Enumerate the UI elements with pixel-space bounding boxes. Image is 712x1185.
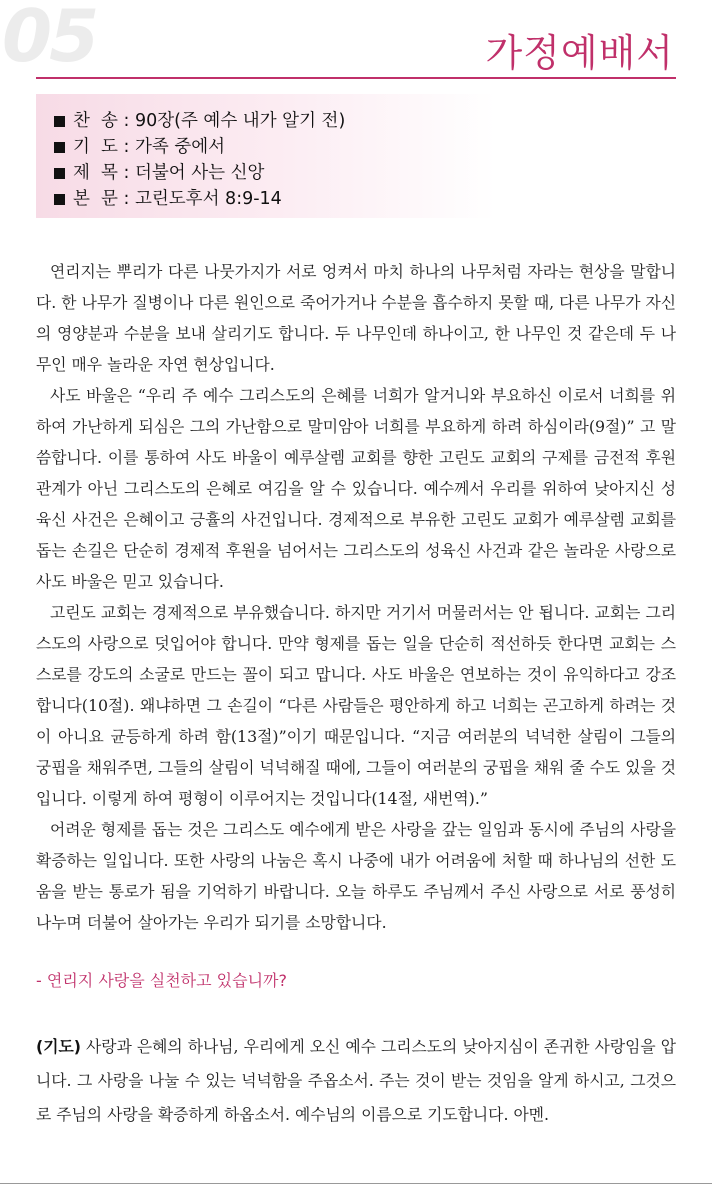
info-label: 본 문 (73, 189, 118, 209)
header-divider (36, 77, 676, 79)
worship-info-list (54, 108, 345, 212)
info-row-title: 제 목 : 더불어 사는 신앙 (54, 160, 345, 186)
section-title: 가정예배서 (485, 31, 674, 75)
square-bullet-icon (54, 142, 65, 153)
info-label: 기 도 (73, 137, 118, 157)
prayer-text: 사랑과 은혜의 하나님, 우리에게 오신 예수 그리스도의 낮아지심이 존귀한 사랑임을 압니다. 그 사랑을 나눌 수 있는 넉넉함을 주옵소서. 주는 것이 받는 것임을 알게 하시고, 그것으로 주님의 사랑을 확증하게 하옵소서. 예수님의 이름으로 기도합니다. 아멘. (36, 1037, 676, 1124)
info-value: 90장(주 예수 내가 알기 전) (134, 111, 346, 131)
info-value: 가족 중에서 (134, 137, 226, 157)
square-bullet-icon (54, 116, 65, 127)
info-label: 찬 송 (73, 111, 118, 131)
info-label: 제 목 (73, 163, 118, 183)
closing-prayer (36, 1030, 676, 1132)
info-value: 고린도후서 8:9-14 (134, 189, 282, 209)
body-paragraph: 사도 바울은 “우리 주 예수 그리스도의 은혜를 너희가 알거니와 부요하신 이로서 너희를 위하여 가난하게 되심은 그의 가난함으로 말미암아 너희를 부요하게 하려 하심이라(9절)” 고 말씀합니다. 이를 통하여 사도 바울이 예루살렘 교회를 향한 고린도 교회의 구제를 금전적 후원 관계가 아닌 그리스도의 은혜로 여김을 알 수 있습니다. 예수께서 우리를 위하여 낮아지신 성육신 사건은 은혜이고 긍휼의 사건입니다. 경제적으로 부유한 고린도 교회가 예루살렘 교회를 돕는 손길은 단순히 경제적 후원을 넘어서는 그리스도의 성육신 사건과 같은 놀라운 사랑으로 사도 바울은 믿고 있습니다. (36, 386, 676, 591)
sermon-body (36, 256, 676, 938)
prayer-label: (기도) (36, 1037, 81, 1056)
body-paragraph: 연리지는 뿌리가 다른 나뭇가지가 서로 엉켜서 마치 하나의 나무처럼 자라는 현상을 말합니다. 한 나무가 질병이나 다른 원인으로 죽어가거나 수분을 흡수하지 못할 때, 다른 나무가 자신의 영양분과 수분을 보내 살리기도 합니다. 두 나무인데 하나이고, 한 나무인 것 같은데 두 나무인 매우 놀라운 자연 현상입니다. (36, 262, 676, 374)
page-number: 05 (2, 0, 97, 78)
square-bullet-icon (54, 168, 65, 179)
info-row-prayer: 기 도 : 가족 중에서 (54, 134, 345, 160)
info-row-hymn: 찬 송 : 90장(주 예수 내가 알기 전) (54, 108, 345, 134)
reflection-question: - 연리지 사랑을 실천하고 있습니까? (36, 971, 287, 990)
body-paragraph: 고린도 교회는 경제적으로 부유했습니다. 하지만 거기서 머물러서는 안 됩니다. 교회는 그리스도의 사랑으로 덧입어야 합니다. 만약 형제를 돕는 일을 단순히 적선하듯 한다면 교회는 스스로를 강도의 소굴로 만드는 꼴이 되고 맙니다. 사도 바울은 연보하는 것이 유익하다고 강조합니다(10절). 왜냐하면 그 손길이 “다른 사람들은 평안하게 하고 너희는 곤고하게 하려는 것이 아니요 균등하게 하려 함(13절)”이기 때문입니다. “지금 여러분의 넉넉한 살림이 그들의 궁핍을 채워주면, 그들의 살림이 넉넉해질 때에, 그들이 여러분의 궁핍을 채워 줄 수도 있을 것입니다. 이렇게 하여 평형이 이루어지는 것입니다(14절, 새번역).” (36, 603, 676, 808)
info-value: 더불어 사는 신앙 (134, 163, 265, 183)
footer-divider (0, 1183, 712, 1184)
info-row-scripture: 본 문 : 고린도후서 8:9-14 (54, 186, 345, 212)
body-paragraph: 어려운 형제를 돕는 것은 그리스도 예수에게 받은 사랑을 갚는 일임과 동시에 주님의 사랑을 확증하는 일입니다. 또한 사랑의 나눔은 혹시 나중에 내가 어려움에 처할 때 하나님의 선한 도움을 받는 통로가 됨을 기억하기 바랍니다. 오늘 하루도 주님께서 주신 사랑으로 서로 풍성히 나누며 더불어 살아가는 우리가 되기를 소망합니다. (36, 820, 676, 932)
square-bullet-icon (54, 194, 65, 205)
